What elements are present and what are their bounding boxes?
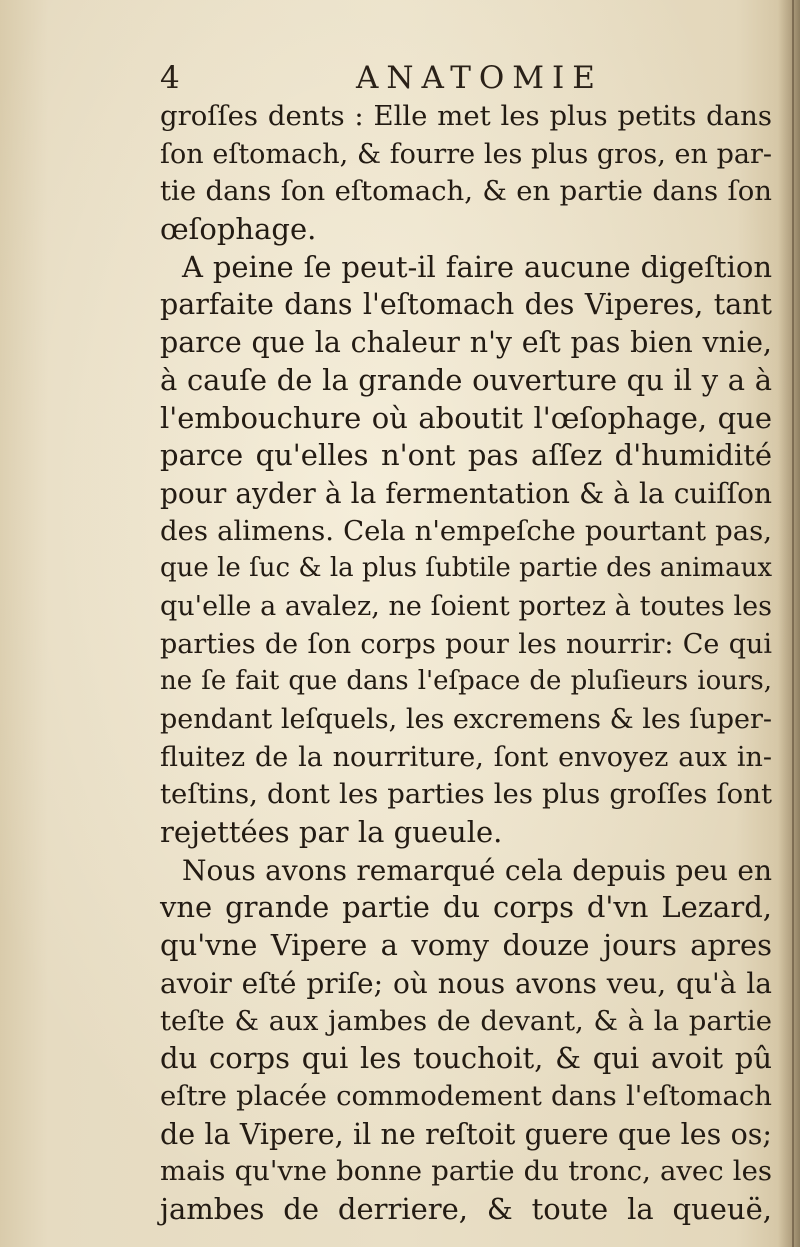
text-line: tie dans ſon eſtomach, & en partie dans ſon — [160, 175, 772, 208]
text-line: ne ſe fait que dans l'eſpace de pluſieurs iours, — [160, 666, 772, 697]
text-line: teſtins, dont les parties les plus groſſes ſont — [160, 778, 772, 811]
text-line: mais qu'vne bonne partie du tronc, avec les — [160, 1155, 772, 1188]
text-line: à cauſe de la grande ouverture qu il y a à — [160, 362, 772, 397]
text-line: œſophage. — [160, 212, 317, 247]
text-line: de la Vipere, il ne reſtoit guere que les os; — [160, 1117, 772, 1151]
text-line: eſtre placée commodement dans l'eſtomach — [160, 1079, 772, 1112]
page-edge-line — [792, 0, 794, 1247]
text-line: Nous avons remarqué cela depuis peu en — [182, 853, 772, 887]
page-gutter-shadow — [778, 0, 800, 1247]
text-line: ſon eſtomach, & fourre les plus gros, en par- — [160, 138, 772, 170]
text-line: A peine ſe peut-il faire aucune digeſtion — [182, 249, 772, 284]
text-line: parfaite dans l'eſtomach des Viperes, tant — [160, 288, 772, 322]
running-title: ANATOMIE — [356, 60, 603, 96]
text-line: jambes de derriere, & toute la queuë, — [160, 1191, 772, 1226]
text-line: fluitez de la nourriture, ſont envoyez aux in- — [160, 741, 772, 773]
page-header — [160, 58, 770, 98]
page-number: 4 — [160, 60, 180, 96]
paragraph — [160, 98, 772, 249]
text-line: l'embouchure où aboutit l'œſophage, que — [160, 400, 772, 435]
text-line: teſte & aux jambes de devant, & à la partie — [160, 1004, 772, 1037]
text-line: qu'elle a avalez, ne ſoient portez à toutes les — [160, 590, 772, 622]
text-line: parce qu'elles n'ont pas aſſez d'humidité — [160, 438, 772, 473]
body-text — [160, 98, 772, 1229]
paragraph — [160, 852, 772, 1229]
text-line: rejettées par la gueule. — [160, 815, 503, 850]
text-line: que le ſuc & la plus ſubtile partie des animaux — [160, 553, 772, 584]
text-line: qu'vne Vipere a vomy douze jours apres — [160, 928, 772, 963]
text-line: avoir eſté priſe; où nous avons veu, qu'à la — [160, 966, 772, 1000]
paragraph — [160, 249, 772, 852]
text-line: du corps qui les touchoit, & qui avoit pû — [160, 1041, 772, 1076]
text-line: vne grande partie du corps d'vn Lezard, — [160, 890, 772, 925]
text-line: pendant leſquels, les excremens & les ſuper- — [160, 704, 772, 735]
text-line: pour ayder à la fermentation & à la cuiſſon — [160, 476, 772, 510]
text-line: des alimens. Cela n'empeſche pourtant pas, — [160, 514, 772, 547]
text-line: parties de ſon corps pour les nourrir: Ce qui — [160, 628, 772, 660]
text-line: parce que la chaleur n'y eſt pas bien vnie, — [160, 326, 772, 360]
text-line: groſſes dents : Elle met les plus petits dans — [160, 100, 772, 132]
